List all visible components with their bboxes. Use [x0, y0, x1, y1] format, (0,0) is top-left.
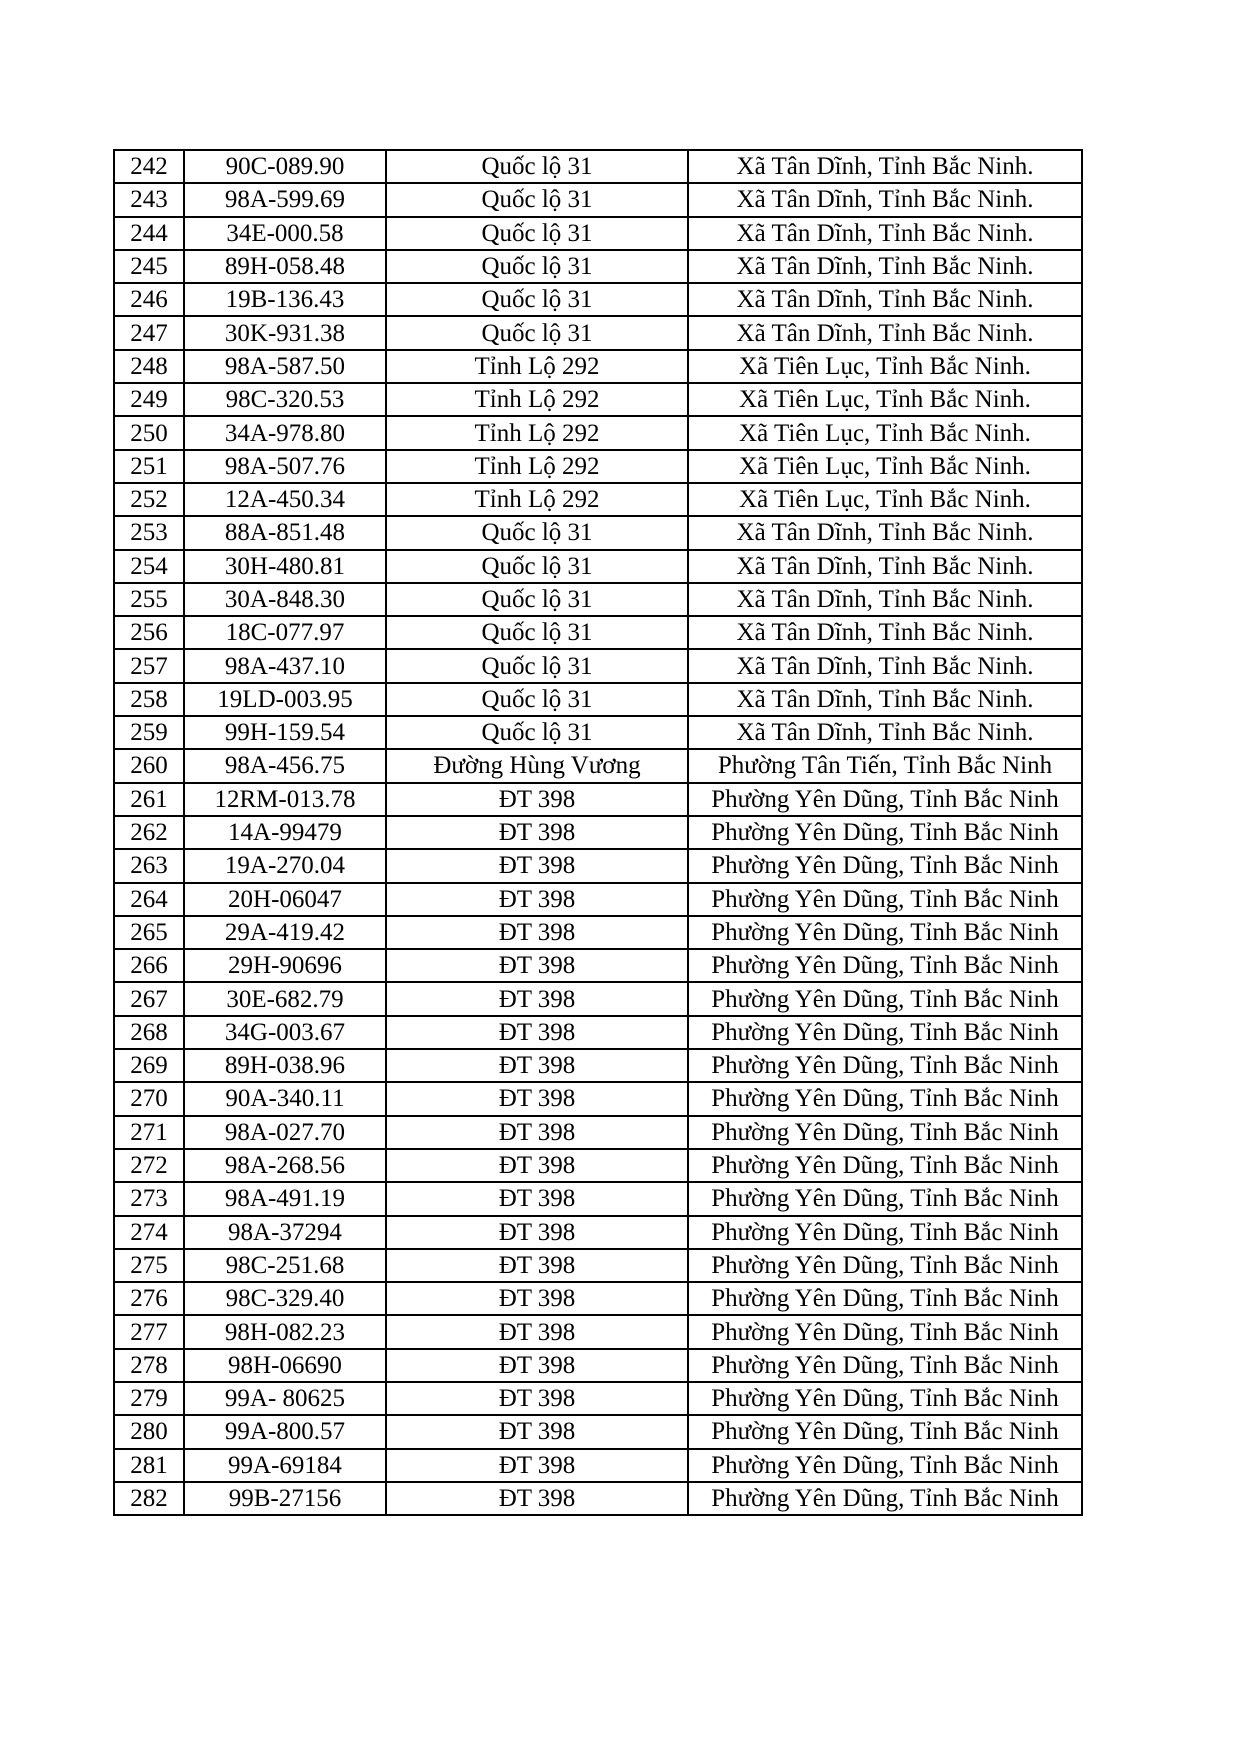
road-cell: ĐT 398	[386, 1315, 688, 1348]
table-row	[114, 283, 1082, 316]
plate-cell: 98A-37294	[184, 1216, 386, 1249]
table-row	[114, 1382, 1082, 1415]
road-cell: Tỉnh Lộ 292	[386, 450, 688, 483]
road-cell: Quốc lộ 31	[386, 150, 688, 183]
stt-cell: 244	[114, 217, 184, 250]
plate-cell: 20H-06047	[184, 883, 386, 916]
stt-cell: 270	[114, 1082, 184, 1115]
table-row	[114, 583, 1082, 616]
location-cell: Xã Tân Dĩnh, Tỉnh Bắc Ninh.	[688, 583, 1082, 616]
stt-cell: 281	[114, 1449, 184, 1482]
stt-cell: 259	[114, 716, 184, 749]
road-cell: ĐT 398	[386, 1116, 688, 1149]
table-row	[114, 217, 1082, 250]
location-cell: Phường Yên Dũng, Tỉnh Bắc Ninh	[688, 982, 1082, 1015]
plate-cell: 98A-268.56	[184, 1149, 386, 1182]
location-cell: Xã Tiên Lục, Tỉnh Bắc Ninh.	[688, 350, 1082, 383]
location-cell: Xã Tân Dĩnh, Tỉnh Bắc Ninh.	[688, 683, 1082, 716]
location-cell: Xã Tân Dĩnh, Tỉnh Bắc Ninh.	[688, 150, 1082, 183]
stt-cell: 261	[114, 783, 184, 816]
location-cell: Phường Yên Dũng, Tỉnh Bắc Ninh	[688, 916, 1082, 949]
plate-cell: 14A-99479	[184, 816, 386, 849]
table-row	[114, 183, 1082, 216]
location-cell: Phường Yên Dũng, Tỉnh Bắc Ninh	[688, 1182, 1082, 1215]
table-row	[114, 649, 1082, 682]
stt-cell: 277	[114, 1315, 184, 1348]
table-body	[114, 150, 1082, 1515]
location-cell: Phường Yên Dũng, Tỉnh Bắc Ninh	[688, 1016, 1082, 1049]
table-row	[114, 1149, 1082, 1182]
stt-cell: 243	[114, 183, 184, 216]
location-cell: Phường Yên Dũng, Tỉnh Bắc Ninh	[688, 1315, 1082, 1348]
plate-cell: 99A-69184	[184, 1449, 386, 1482]
road-cell: Tỉnh Lộ 292	[386, 383, 688, 416]
location-cell: Phường Yên Dũng, Tỉnh Bắc Ninh	[688, 1282, 1082, 1315]
table-row	[114, 1449, 1082, 1482]
stt-cell: 262	[114, 816, 184, 849]
plate-cell: 30K-931.38	[184, 316, 386, 349]
stt-cell: 268	[114, 1016, 184, 1049]
location-cell: Xã Tiên Lục, Tỉnh Bắc Ninh.	[688, 450, 1082, 483]
stt-cell: 245	[114, 250, 184, 283]
road-cell: Quốc lộ 31	[386, 250, 688, 283]
plate-cell: 30E-682.79	[184, 982, 386, 1015]
road-cell: Quốc lộ 31	[386, 716, 688, 749]
location-cell: Phường Yên Dũng, Tỉnh Bắc Ninh	[688, 1415, 1082, 1448]
table-row	[114, 749, 1082, 782]
table-row	[114, 949, 1082, 982]
plate-cell: 98A-491.19	[184, 1182, 386, 1215]
table-row	[114, 1282, 1082, 1315]
table-row	[114, 916, 1082, 949]
stt-cell: 280	[114, 1415, 184, 1448]
location-cell: Xã Tân Dĩnh, Tỉnh Bắc Ninh.	[688, 183, 1082, 216]
stt-cell: 263	[114, 849, 184, 882]
plate-cell: 90A-340.11	[184, 1082, 386, 1115]
location-cell: Phường Yên Dũng, Tỉnh Bắc Ninh	[688, 1449, 1082, 1482]
location-cell: Phường Yên Dũng, Tỉnh Bắc Ninh	[688, 1382, 1082, 1415]
location-cell: Phường Yên Dũng, Tỉnh Bắc Ninh	[688, 1249, 1082, 1282]
plate-cell: 34E-000.58	[184, 217, 386, 250]
plate-cell: 34A-978.80	[184, 416, 386, 449]
plate-cell: 89H-038.96	[184, 1049, 386, 1082]
location-cell: Xã Tân Dĩnh, Tỉnh Bắc Ninh.	[688, 217, 1082, 250]
table-row	[114, 616, 1082, 649]
road-cell: Đường Hùng Vương	[386, 749, 688, 782]
location-cell: Phường Yên Dũng, Tỉnh Bắc Ninh	[688, 1049, 1082, 1082]
table-row	[114, 483, 1082, 516]
plate-cell: 98C-251.68	[184, 1249, 386, 1282]
table-row	[114, 1116, 1082, 1149]
table-row	[114, 982, 1082, 1015]
plate-cell: 98A-437.10	[184, 649, 386, 682]
stt-cell: 246	[114, 283, 184, 316]
table-row	[114, 1249, 1082, 1282]
table-row	[114, 1182, 1082, 1215]
road-cell: ĐT 398	[386, 1016, 688, 1049]
stt-cell: 273	[114, 1182, 184, 1215]
plate-cell: 98A-599.69	[184, 183, 386, 216]
stt-cell: 254	[114, 550, 184, 583]
table-row	[114, 383, 1082, 416]
table-row	[114, 450, 1082, 483]
stt-cell: 252	[114, 483, 184, 516]
road-cell: ĐT 398	[386, 1249, 688, 1282]
table-row	[114, 683, 1082, 716]
plate-cell: 98H-06690	[184, 1349, 386, 1382]
road-cell: ĐT 398	[386, 1216, 688, 1249]
road-cell: ĐT 398	[386, 1415, 688, 1448]
location-cell: Phường Yên Dũng, Tỉnh Bắc Ninh	[688, 1216, 1082, 1249]
location-cell: Phường Yên Dũng, Tỉnh Bắc Ninh	[688, 849, 1082, 882]
stt-cell: 265	[114, 916, 184, 949]
stt-cell: 279	[114, 1382, 184, 1415]
plate-cell: 30H-480.81	[184, 550, 386, 583]
table-row	[114, 550, 1082, 583]
location-cell: Xã Tiên Lục, Tỉnh Bắc Ninh.	[688, 416, 1082, 449]
road-cell: Tỉnh Lộ 292	[386, 483, 688, 516]
plate-cell: 98A-456.75	[184, 749, 386, 782]
plate-cell: 99H-159.54	[184, 716, 386, 749]
location-cell: Xã Tân Dĩnh, Tỉnh Bắc Ninh.	[688, 649, 1082, 682]
road-cell: Quốc lộ 31	[386, 316, 688, 349]
plate-cell: 99A- 80625	[184, 1382, 386, 1415]
table-row	[114, 1415, 1082, 1448]
road-cell: Tỉnh Lộ 292	[386, 350, 688, 383]
table-row	[114, 250, 1082, 283]
table-row	[114, 1315, 1082, 1348]
stt-cell: 275	[114, 1249, 184, 1282]
road-cell: Quốc lộ 31	[386, 183, 688, 216]
road-cell: Quốc lộ 31	[386, 583, 688, 616]
table-row	[114, 1016, 1082, 1049]
table-row	[114, 150, 1082, 183]
road-cell: ĐT 398	[386, 883, 688, 916]
stt-cell: 248	[114, 350, 184, 383]
road-cell: Quốc lộ 31	[386, 616, 688, 649]
table-row	[114, 1049, 1082, 1082]
location-cell: Phường Yên Dũng, Tỉnh Bắc Ninh	[688, 1482, 1082, 1515]
road-cell: ĐT 398	[386, 1382, 688, 1415]
stt-cell: 255	[114, 583, 184, 616]
location-cell: Phường Yên Dũng, Tỉnh Bắc Ninh	[688, 1149, 1082, 1182]
road-cell: Quốc lộ 31	[386, 516, 688, 549]
location-cell: Xã Tiên Lục, Tỉnh Bắc Ninh.	[688, 483, 1082, 516]
plate-cell: 19B-136.43	[184, 283, 386, 316]
stt-cell: 276	[114, 1282, 184, 1315]
plate-cell: 98C-329.40	[184, 1282, 386, 1315]
stt-cell: 249	[114, 383, 184, 416]
road-cell: ĐT 398	[386, 949, 688, 982]
plate-cell: 19A-270.04	[184, 849, 386, 882]
location-cell: Phường Yên Dũng, Tỉnh Bắc Ninh	[688, 883, 1082, 916]
location-cell: Phường Yên Dũng, Tỉnh Bắc Ninh	[688, 1116, 1082, 1149]
location-cell: Phường Yên Dũng, Tỉnh Bắc Ninh	[688, 1349, 1082, 1382]
location-cell: Xã Tân Dĩnh, Tỉnh Bắc Ninh.	[688, 250, 1082, 283]
table-row	[114, 316, 1082, 349]
road-cell: ĐT 398	[386, 1182, 688, 1215]
plate-cell: 99A-800.57	[184, 1415, 386, 1448]
table-row	[114, 1482, 1082, 1515]
road-cell: Quốc lộ 31	[386, 683, 688, 716]
road-cell: ĐT 398	[386, 783, 688, 816]
location-cell: Phường Yên Dũng, Tỉnh Bắc Ninh	[688, 783, 1082, 816]
stt-cell: 274	[114, 1216, 184, 1249]
location-cell: Phường Yên Dũng, Tỉnh Bắc Ninh	[688, 1082, 1082, 1115]
stt-cell: 264	[114, 883, 184, 916]
stt-cell: 247	[114, 316, 184, 349]
table-row	[114, 716, 1082, 749]
plate-cell: 12A-450.34	[184, 483, 386, 516]
location-cell: Xã Tân Dĩnh, Tỉnh Bắc Ninh.	[688, 283, 1082, 316]
road-cell: ĐT 398	[386, 1449, 688, 1482]
stt-cell: 278	[114, 1349, 184, 1382]
location-cell: Xã Tân Dĩnh, Tỉnh Bắc Ninh.	[688, 616, 1082, 649]
table-row	[114, 883, 1082, 916]
road-cell: Quốc lộ 31	[386, 649, 688, 682]
table-row	[114, 1216, 1082, 1249]
plate-cell: 29H-90696	[184, 949, 386, 982]
road-cell: ĐT 398	[386, 1349, 688, 1382]
stt-cell: 260	[114, 749, 184, 782]
location-cell: Phường Yên Dũng, Tỉnh Bắc Ninh	[688, 949, 1082, 982]
road-cell: ĐT 398	[386, 982, 688, 1015]
stt-cell: 258	[114, 683, 184, 716]
plate-cell: 18C-077.97	[184, 616, 386, 649]
stt-cell: 282	[114, 1482, 184, 1515]
plate-cell: 30A-848.30	[184, 583, 386, 616]
road-cell: ĐT 398	[386, 1482, 688, 1515]
plate-cell: 98H-082.23	[184, 1315, 386, 1348]
stt-cell: 272	[114, 1149, 184, 1182]
table-row	[114, 783, 1082, 816]
road-cell: Quốc lộ 31	[386, 217, 688, 250]
road-cell: Quốc lộ 31	[386, 550, 688, 583]
table-row	[114, 350, 1082, 383]
location-cell: Phường Yên Dũng, Tỉnh Bắc Ninh	[688, 816, 1082, 849]
stt-cell: 269	[114, 1049, 184, 1082]
location-cell: Phường Tân Tiến, Tỉnh Bắc Ninh	[688, 749, 1082, 782]
road-cell: ĐT 398	[386, 816, 688, 849]
stt-cell: 242	[114, 150, 184, 183]
stt-cell: 257	[114, 649, 184, 682]
road-cell: Tỉnh Lộ 292	[386, 416, 688, 449]
table-row	[114, 816, 1082, 849]
road-cell: ĐT 398	[386, 1282, 688, 1315]
stt-cell: 266	[114, 949, 184, 982]
road-cell: ĐT 398	[386, 1082, 688, 1115]
plate-cell: 89H-058.48	[184, 250, 386, 283]
table-row	[114, 416, 1082, 449]
road-cell: Quốc lộ 31	[386, 283, 688, 316]
stt-cell: 250	[114, 416, 184, 449]
table-row	[114, 1082, 1082, 1115]
table-row	[114, 849, 1082, 882]
plate-cell: 98C-320.53	[184, 383, 386, 416]
location-cell: Xã Tân Dĩnh, Tỉnh Bắc Ninh.	[688, 516, 1082, 549]
plate-cell: 90C-089.90	[184, 150, 386, 183]
plate-cell: 98A-587.50	[184, 350, 386, 383]
plate-cell: 29A-419.42	[184, 916, 386, 949]
stt-cell: 267	[114, 982, 184, 1015]
plate-cell: 99B-27156	[184, 1482, 386, 1515]
stt-cell: 251	[114, 450, 184, 483]
road-cell: ĐT 398	[386, 849, 688, 882]
road-cell: ĐT 398	[386, 1049, 688, 1082]
road-cell: ĐT 398	[386, 916, 688, 949]
stt-cell: 271	[114, 1116, 184, 1149]
location-cell: Xã Tân Dĩnh, Tỉnh Bắc Ninh.	[688, 716, 1082, 749]
plate-cell: 98A-027.70	[184, 1116, 386, 1149]
table-row	[114, 1349, 1082, 1382]
plate-cell: 12RM-013.78	[184, 783, 386, 816]
plate-cell: 98A-507.76	[184, 450, 386, 483]
plate-cell: 88A-851.48	[184, 516, 386, 549]
table-row	[114, 516, 1082, 549]
location-cell: Xã Tiên Lục, Tỉnh Bắc Ninh.	[688, 383, 1082, 416]
stt-cell: 256	[114, 616, 184, 649]
plate-cell: 19LD-003.95	[184, 683, 386, 716]
violations-table	[113, 149, 1083, 1516]
location-cell: Xã Tân Dĩnh, Tỉnh Bắc Ninh.	[688, 316, 1082, 349]
plate-cell: 34G-003.67	[184, 1016, 386, 1049]
location-cell: Xã Tân Dĩnh, Tỉnh Bắc Ninh.	[688, 550, 1082, 583]
road-cell: ĐT 398	[386, 1149, 688, 1182]
stt-cell: 253	[114, 516, 184, 549]
